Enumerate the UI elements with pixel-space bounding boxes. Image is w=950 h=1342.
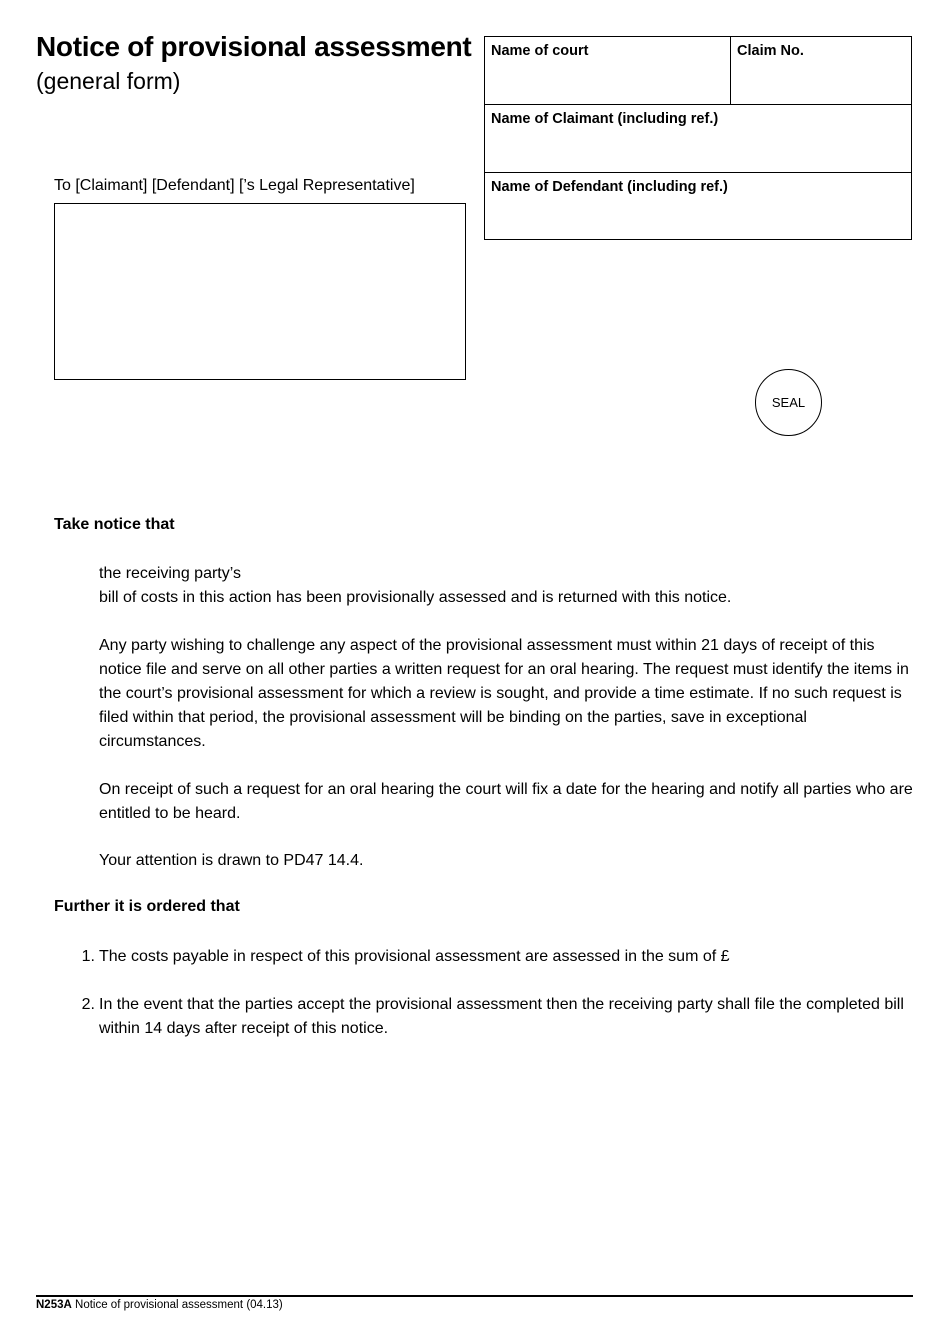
footer-divider [36, 1295, 913, 1297]
take-notice-heading: Take notice that [54, 516, 175, 533]
claim-number-label: Claim No. [737, 43, 804, 59]
hearing-text: On receipt of such a request for an oral hearing the court will fix a date for the hearing and notify all parties who are entitled to be heard. [99, 781, 913, 822]
receiving-party-text [99, 562, 915, 610]
claimant-row [485, 105, 911, 173]
challenge-text: Any party wishing to challenge any aspect of the provisional assessment must within 21 days of receipt of this notice file and serve on all other parties a written request for an oral hearing. The request must identify the items in the court’s provisional assessment for which a review is sought, and provide a time estimate. If no such request is filed within that period, the provisional assessment will be binding on the parties, save in exceptional circumstances. [99, 637, 909, 750]
defendant-name-field[interactable] [485, 173, 911, 239]
claimant-name-label: Name of Claimant (including ref.) [491, 111, 719, 127]
order-item-text: The costs payable in respect of this provisional assessment are assessed in the sum of £ [99, 948, 730, 965]
form-description: Notice of provisional assessment (04.13) [75, 1299, 283, 1311]
attention-paragraph [99, 849, 915, 873]
order-item-number: 1. [81, 948, 95, 965]
receiving-party-line: the receiving party’s [99, 565, 241, 582]
defendant-row [485, 173, 911, 239]
hearing-paragraph [99, 778, 915, 826]
defendant-name-label: Name of Defendant (including ref.) [491, 179, 728, 195]
claimant-name-field[interactable] [485, 105, 911, 172]
order-item-filing [99, 993, 915, 1041]
order-item-costs [99, 945, 915, 969]
form-code: N253A [36, 1299, 72, 1311]
court-name-field[interactable] [485, 37, 731, 104]
further-ordered-heading: Further it is ordered that [54, 898, 240, 915]
seal-label: SEAL [771, 395, 806, 410]
order-item-text: In the event that the parties accept the provisional assessment then the receiving party shall file the completed bill within 14 days after receipt of this notice. [99, 996, 904, 1037]
claim-number-field[interactable] [731, 37, 911, 104]
court-seal [755, 369, 822, 436]
addressee-label: To [Claimant] [Defendant] [’s Legal Representative] [54, 177, 415, 194]
court-claim-row [485, 37, 911, 105]
attention-text: Your attention is drawn to PD47 14.4. [99, 852, 364, 869]
challenge-paragraph [99, 634, 915, 754]
case-details-table [484, 36, 912, 240]
bill-of-costs-line: bill of costs in this action has been provisionally assessed and is returned with this notice. [99, 589, 732, 606]
form-subtitle: (general form) [36, 68, 181, 94]
court-name-label: Name of court [491, 43, 589, 59]
form-title: Notice of provisional assessment [36, 31, 472, 62]
order-item-number: 2. [81, 996, 95, 1013]
addressee-box[interactable] [54, 203, 466, 380]
form-footer [36, 1299, 283, 1311]
